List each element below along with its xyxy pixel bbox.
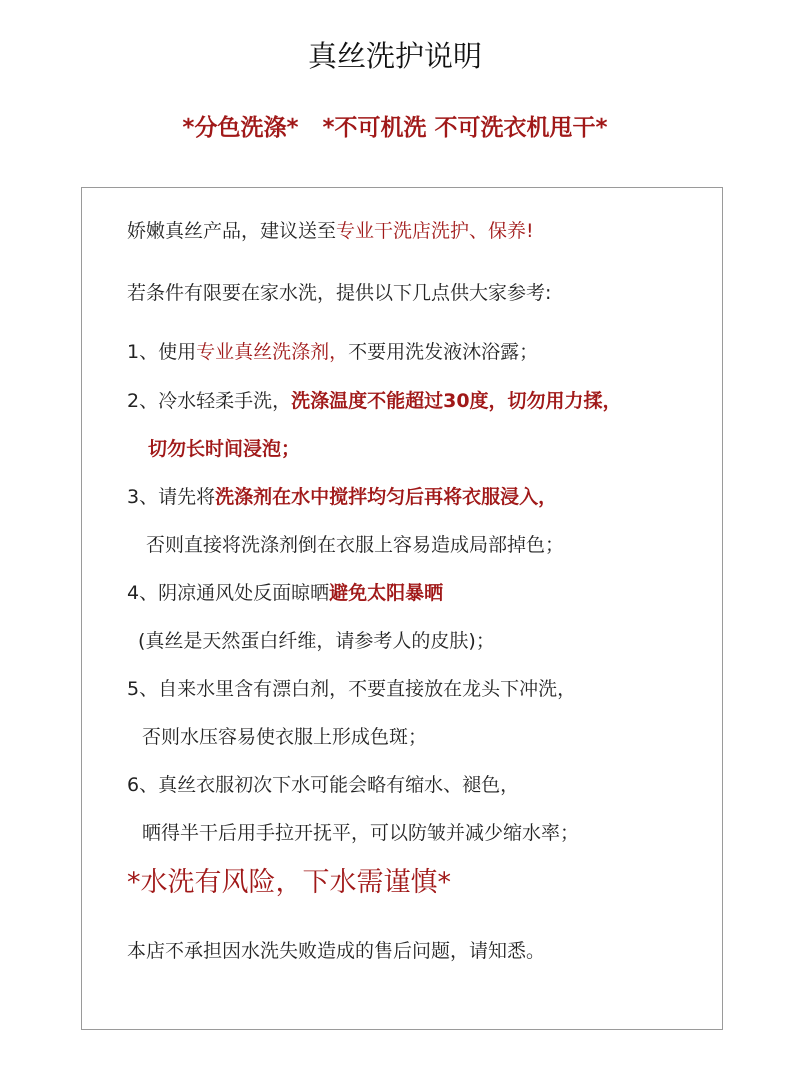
instruction-box	[81, 187, 723, 1030]
intro-line-1-highlight: 专业干洗店洗护、保养!	[336, 220, 534, 242]
item-1	[127, 337, 538, 367]
item-3	[127, 482, 557, 512]
item-4-prefix: 4、阴凉通风处反面晾晒	[127, 582, 330, 604]
item-6-continuation: 晒得半干后用手拉开抚平，可以防皱并减少缩水率；	[142, 822, 580, 844]
item-2-highlight: 洗涤温度不能超过30度，切勿用力揉，	[291, 390, 622, 412]
item-5: 5、自来水里含有漂白剂，不要直接放在龙头下冲洗，	[127, 678, 577, 700]
page-title: 真丝洗护说明	[307, 39, 482, 73]
item-4-highlight: 避免太阳暴晒	[329, 582, 444, 604]
item-2-prefix: 2、冷水轻柔手洗，	[127, 390, 292, 412]
item-1-prefix: 1、使用	[127, 341, 197, 363]
intro-line-1	[127, 216, 534, 246]
intro-line-2: 若条件有限要在家水洗，提供以下几点供大家参考:	[127, 282, 552, 304]
item-3-prefix: 3、请先将	[127, 486, 216, 508]
item-2	[127, 386, 622, 416]
warning-subtitle: *分色洗涤* *不可机洗 不可洗衣机甩干*	[182, 115, 608, 141]
item-2-continuation: 切勿长时间浸泡；	[148, 438, 301, 460]
item-6: 6、真丝衣服初次下水可能会略有缩水、褪色，	[127, 774, 520, 796]
item-1-highlight: 专业真丝洗涤剂，	[196, 341, 349, 363]
item-4-continuation: (真丝是天然蛋白纤维，请参考人的皮肤)；	[138, 630, 495, 652]
item-1-rest: 不要用洗发液沐浴露；	[348, 341, 539, 363]
item-3-continuation: 否则直接将洗涤剂倒在衣服上容易造成局部掉色；	[146, 534, 565, 556]
risk-warning: *水洗有风险，下水需谨慎*	[127, 867, 451, 898]
item-4	[127, 578, 443, 608]
item-5-continuation: 否则水压容易使衣服上形成色斑；	[142, 726, 428, 748]
intro-line-1-text: 娇嫩真丝产品，建议送至	[127, 220, 337, 242]
item-3-highlight: 洗涤剂在水中搅拌均匀后再将衣服浸入，	[215, 486, 558, 508]
disclaimer: 本店不承担因水洗失败造成的售后问题，请知悉。	[127, 940, 546, 962]
